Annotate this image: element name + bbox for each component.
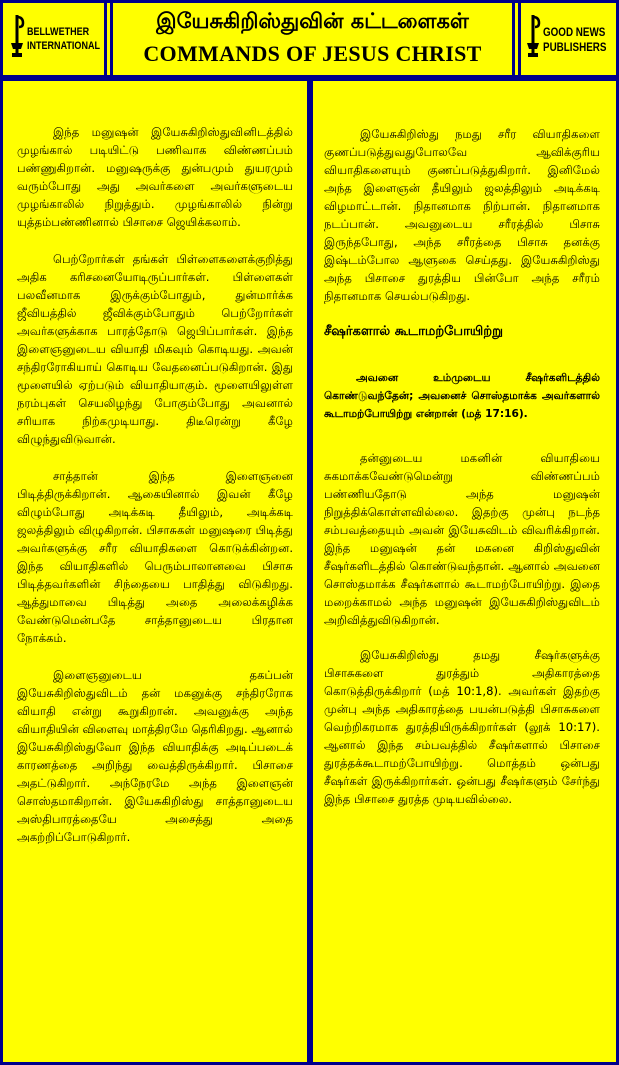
- good-news-logo-line1: GOOD NEWS: [543, 25, 606, 39]
- paragraph: இயேசுகிறிஸ்து தமது சீஷர்களுக்கு பிசாசுகளை துரத்தும் அதிகாரத்தை கொடுத்திருக்கிறார் (மத் 10:1,8). அவர்கள் இதற்கு முன்பு அந்த அதிகாரத்தை பயன்படுத்தி பிசாசுகளை வெற்றிகரமாக துரத்தியிருக்கிறார்கள் (லூக் 10:17). ஆனால் இந்த சம்பவத்தில் சீஷர்களால் பிசாசை துரத்தக்கூடாமற்போயிற்று. மொத்தம் ஒன்பது சீஷர்கள் இருக்கிறார்கள். ஒன்பது சீஷர்களும் சேர்ந்து இந்த பிசாசை துரத்த முடியவில்லை.: [324, 648, 600, 806]
- scripture-quote: அவனை உம்முடைய சீஷர்களிடத்தில் கொண்டுவந்தேன்; அவனைச் சொஸ்தமாக்க அவர்களால் கூடாமற்போயிற்று என்றான் (மத் 17:16).: [324, 372, 600, 420]
- title-area: [110, 3, 515, 75]
- bellwether-logo-line1: BELLWETHER: [27, 26, 90, 38]
- page-title-english: COMMANDS OF JESUS CHRIST: [143, 41, 482, 66]
- paragraph: தன்னுடைய மகனின் வியாதியை சுகமாக்கவேண்டுமென்று விண்ணப்பம் பண்ணியதோடு அந்த மனுஷன் நிறுத்திக்கொள்ளவில்லை. இதற்கு முன்பு நடந்த சம்பவத்தையும் அவன் இயேசுவிடம் விவரிக்கிறான். இந்த மனுஷன் தன் மகனை கிறிஸ்துவின் சீஷர்களிடத்தில் கொண்டுவந்தான். ஆனால் அவனை சொஸ்தமாக்க சீஷர்களால் கூடாமற்போயிற்று. இதை மறைக்காமல் அந்த மனுஷன் இயேசுகிறிஸ்துவிடம் அறிவித்துவிடுகிறான்.: [324, 451, 600, 627]
- section-heading: சீஷர்களால் கூடாமற்போயிற்று: [324, 324, 503, 339]
- left-column: [0, 78, 310, 1065]
- left-column-body: [17, 123, 293, 865]
- bellwether-logo-line2: INTERNATIONAL: [27, 40, 100, 52]
- paragraph: இயேசுகிறிஸ்து நமது சரீர வியாதிகளை குணப்படுத்துவதுபோலவே ஆவிக்குரிய வியாதிகளையும் குணப்படுத்துகிறார். இனிமேல் அந்த இளைஞன் தீயிலும் ஜலத்திலும் அடிக்கடி விழமாட்டான். நிதானமாக நிற்பான். நிதானமாக நடப்பான். அவனுடைய சரீரத்தில் பிசாசு இருந்தபோது, அந்த சரீரத்தை பிசாசு தனக்கு இஷ்டம்போல ஆளுகை செய்தது. இயேசுகிறிஸ்து அந்த பிசாசை துரத்திய பின்போ அந்த சரீரம் நிதானமாக செயல்படுகிறது.: [324, 127, 600, 303]
- bellwether-logo: [3, 3, 107, 75]
- shepherd-staff-icon: [9, 13, 25, 59]
- paragraph: பெற்றோர்கள் தங்கள் பிள்ளைகளைக்குறித்து அதிக கரிசனையோடிருப்பார்கள். பிள்ளைகள் பலவீனமாக இருக்கும்போதும், துன்மார்க்க ஜீவியத்தில் ஜீவிக்கும்போதும் பெற்றோர்கள் அவர்களுக்காக பாரத்தோடு ஜெபிப்பார்கள். இந்த இளைஞனுடைய வியாதி மிகவும் கொடியது. அவன் சந்திரரோகியாய் கொடிய வேதனைப்படுகிறான். இது மூளையில் ஏற்படும் வியாதியாகும். மூளையிலுள்ள நரம்புகள் செயலிழந்து போகும்போது அவனால் சரியாக நிற்கமுடியாது. திடீரென்று கீழே விழுந்துவிடுவான்.: [17, 252, 293, 446]
- shepherd-staff-icon: [525, 13, 541, 59]
- good-news-logo-line2: PUBLISHERS: [543, 40, 607, 54]
- right-column-body: [324, 125, 600, 825]
- page-title-tamil: இயேசுகிறிஸ்துவின் கட்டளைகள்: [156, 9, 469, 33]
- right-column: [310, 78, 619, 1065]
- paragraph: இளைஞனுடைய தகப்பன் இயேசுகிறிஸ்துவிடம் தன் மகனுக்கு சந்திரரோக வியாதி என்று கூறுகிறான். அவனுக்கு அந்த வியாதியின் விளைவு மாத்திரமே தெரிகிறது. ஆனால் இயேசுகிறிஸ்துவோ இந்த வியாதிக்கு அடிப்படைக் காரணத்தை அறிந்து வைத்திருக்கிறார். பிசாசை அதட்டுகிறார். அந்நேரமே அந்த இளைஞன் சொஸ்தமாகிறான். இயேசுகிறிஸ்து சாத்தானுடைய அஸ்திபாரத்தையே அசைத்து அதை அகற்றிப்போடுகிறார்.: [17, 668, 293, 844]
- good-news-publishers-logo: [518, 3, 616, 75]
- paragraph: சாத்தான் இந்த இளைஞனை பிடித்திருக்கிறான். ஆகையினால் இவன் கீழே விழும்போது அடிக்கடி தீயிலும், அடிக்கடி ஜலத்திலும் விழுகிறான். பிசாசுகள் மனுஷரை பிடித்து அவர்களுக்கு சரீர வியாதிகளை கொடுக்கின்றன. இந்த வியாதிகளில் பெரும்பாலானவை பிசாசு பிடித்தவர்களின் சிந்தையை பாதித்து விடுகிறது. ஆத்துமாவை பிடித்து அதை அலைக்கழிக்க வேண்டுமென்பதே சாத்தானுடைய பிரதான நோக்கம்.: [17, 469, 293, 645]
- paragraph: இந்த மனுஷன் இயேசுகிறிஸ்துவினிடத்தில் முழங்கால் படியிட்டு பணிவாக விண்ணப்பம் பண்ணுகிறான். மனுஷருக்கு துன்பமும் துயரமும் வரும்போது அது அவர்களை அவர்களுடைய முழங்காலில் நிறுத்தும். முழங்காலில் நின்று யுத்தம்பண்ணினால் பிசாசை ஜெயிக்கலாம்.: [17, 125, 293, 229]
- header-banner: [0, 0, 619, 78]
